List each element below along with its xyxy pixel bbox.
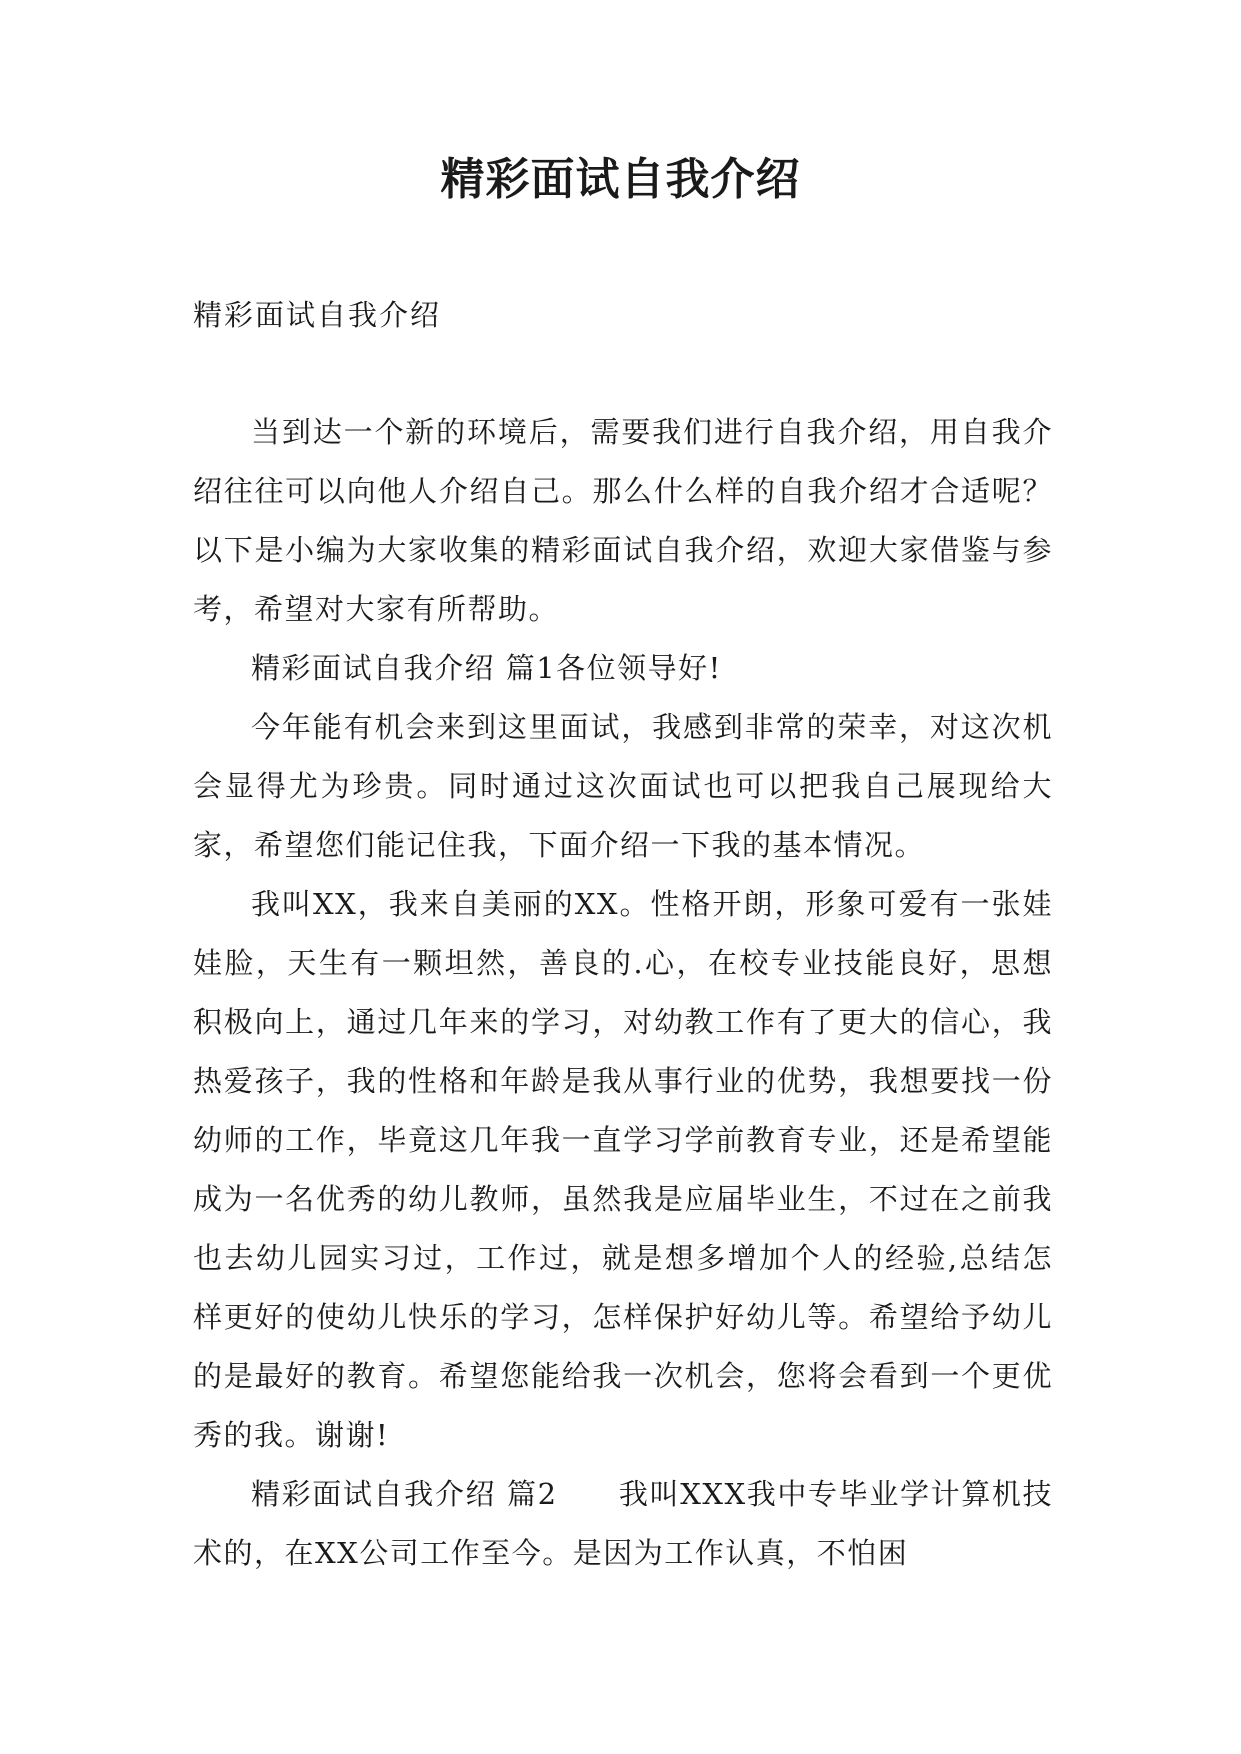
paragraph-section-1-body: 我叫XX，我来自美丽的XX。性格开朗，形象可爱有一张娃娃脸，天生有一颗坦然，善良的.心，在校专业技能良好，思想积极向上，通过几年来的学习，对幼教工作有了更大的信心，我热爱孩子，我的性格和年龄是我从事行业的优势，我想要找一份幼师的工作，毕竟这几年我一直学习学前教育专业，还是希望能成为一名优秀的幼儿教师，虽然我是应届毕业生，不过在之前我也去幼儿园实习过，工作过，就是想多增加个人的经验,总结怎样更好的使幼儿快乐的学习，怎样保护好幼儿等。希望给予幼儿的是最好的教育。希望您能给我一次机会，您将会看到一个更优秀的我。谢谢! [193,887,1053,1452]
paragraph-section-1-heading: 精彩面试自我介绍 篇1各位领导好! [251,651,722,685]
document-body [193,403,1053,1583]
paragraph-intro: 当到达一个新的环境后，需要我们进行自我介绍，用自我介绍往往可以向他人介绍自己。那么什么样的自我介绍才合适呢？以下是小编为大家收集的精彩面试自我介绍，欢迎大家借鉴与参考，希望对大家有所帮助。 [193,415,1053,626]
paragraph-section-1-opening: 今年能有机会来到这里面试，我感到非常的荣幸，对这次机会显得尤为珍贵。同时通过这次面试也可以把我自己展现给大家，希望您们能记住我，下面介绍一下我的基本情况。 [193,710,1053,862]
document-title: 精彩面试自我介绍 [440,154,801,205]
paragraph-section-2: 精彩面试自我介绍 篇2 我叫XXX我中专毕业学计算机技术的，在XX公司工作至今。是因为工作认真，不怕困 [193,1477,1053,1570]
document-subtitle: 精彩面试自我介绍 [193,298,442,332]
